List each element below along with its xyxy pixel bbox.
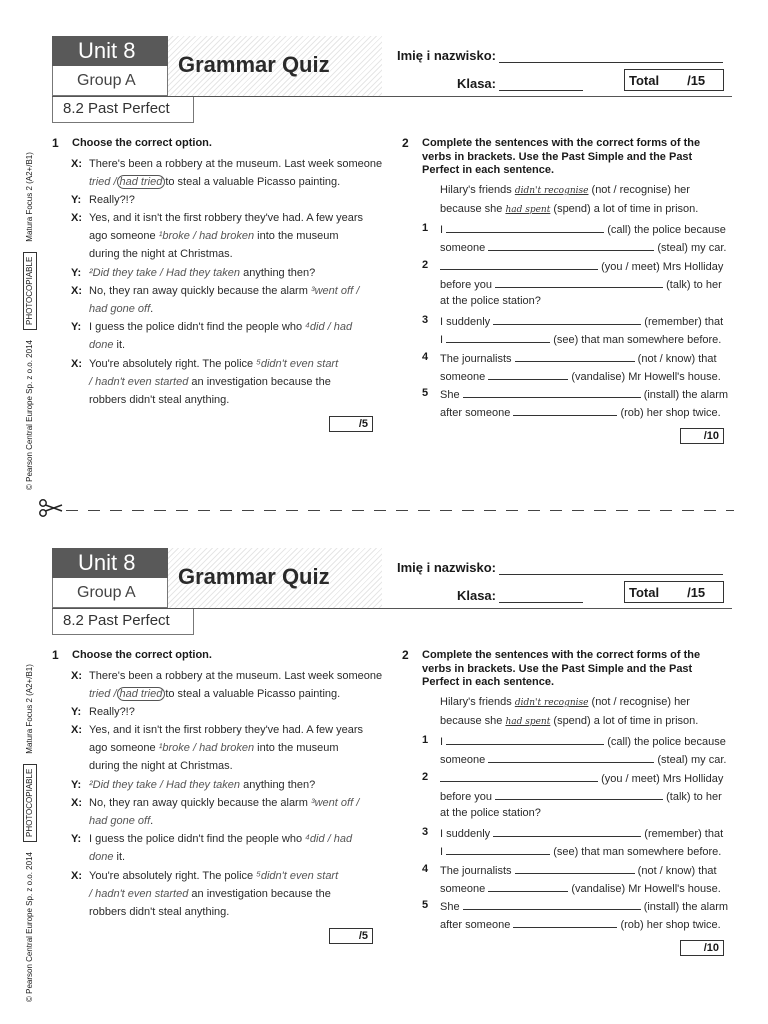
- q1-text: into the museum: [254, 230, 339, 242]
- q2-example-line: [440, 696, 690, 710]
- q2-text: someone: [440, 754, 486, 766]
- q2-text: (remember) that: [644, 828, 724, 840]
- q1-line: [89, 358, 338, 371]
- q2-text: (call) the police because: [607, 224, 726, 236]
- q2-text: (not / know) that: [637, 353, 717, 365]
- answer-blank[interactable]: [440, 771, 598, 782]
- speaker-label: X:: [71, 670, 82, 682]
- class-field[interactable]: [499, 90, 583, 91]
- q1-text: anything then?: [240, 779, 316, 791]
- speaker-label: Y:: [71, 833, 82, 845]
- q1-text: an investigation because the: [188, 376, 331, 388]
- q1-option-5[interactable]: ⁵didn't even start: [256, 358, 339, 370]
- series-text: Matura Focus 2 (A2+/B1): [25, 664, 34, 754]
- q2-text: because she: [440, 203, 506, 215]
- q2-line: [440, 277, 722, 292]
- q1-line: [89, 376, 331, 389]
- answer-blank[interactable]: [515, 863, 635, 874]
- q2-number: 2: [402, 648, 409, 662]
- q2-text: (steal) my car.: [657, 242, 727, 254]
- q1-line: [89, 688, 340, 701]
- q2-example-line: [440, 715, 698, 729]
- topic-box: [52, 97, 194, 123]
- total-box: [624, 69, 724, 91]
- q1-option-3[interactable]: ³went off /: [310, 797, 360, 809]
- group-label: Group A: [52, 66, 168, 96]
- q1-line: [89, 815, 153, 828]
- q1-instruction: Choose the correct option.: [72, 649, 212, 661]
- speaker-label: X:: [71, 358, 82, 370]
- q2-text: I: [440, 334, 444, 346]
- answer-blank[interactable]: [446, 734, 604, 745]
- q2-instruction: Complete the sentences with the correct forms of the verbs in brackets. Use the Past Simple and the Past Perfect in each sentence.: [422, 649, 701, 688]
- q2-line: [440, 863, 717, 878]
- q2-text: (install) the alarm: [643, 901, 729, 913]
- total-label: Total: [629, 584, 660, 600]
- speaker-label: X:: [71, 212, 82, 224]
- publisher-text: © Pearson Central Europe Sp. z o.o. 2014: [25, 852, 34, 1002]
- q2-example-line: [440, 203, 698, 217]
- q2-line: [440, 844, 721, 859]
- q1-text: .: [150, 303, 154, 315]
- unit-label: Unit 8: [52, 548, 168, 578]
- cut-line: [38, 496, 738, 516]
- handwritten-answer: had spent: [505, 205, 551, 215]
- class-field[interactable]: [499, 602, 583, 603]
- q1-text: it.: [113, 339, 126, 351]
- q2-text: (rob) her shop twice.: [620, 407, 721, 419]
- answer-blank[interactable]: [513, 917, 617, 928]
- q2-text: (not / recognise) her: [588, 696, 690, 708]
- unit-label: Unit 8: [52, 36, 168, 66]
- q2-text: (call) the police because: [607, 736, 726, 748]
- q1-text: .: [150, 815, 154, 827]
- q1-option-3b[interactable]: had gone off: [89, 815, 151, 827]
- q2-line: [440, 387, 728, 402]
- speaker-label: Y:: [71, 194, 82, 206]
- item-number: 4: [422, 863, 429, 875]
- item-number: 2: [422, 259, 429, 271]
- topic-box: [52, 609, 194, 635]
- name-label: Imię i nazwisko:: [397, 560, 496, 575]
- name-label: Imię i nazwisko:: [397, 48, 496, 63]
- q1-score-box: /5: [329, 928, 373, 944]
- q2-text: after someone: [440, 407, 511, 419]
- answer-blank[interactable]: [488, 240, 654, 251]
- q1-line: [89, 321, 352, 334]
- q1-line: [89, 851, 125, 864]
- q2-text: (talk) to her: [666, 279, 722, 291]
- q2-text: (see) that man somewhere before.: [553, 846, 722, 858]
- speaker-label: X:: [71, 724, 82, 736]
- name-field[interactable]: [499, 62, 723, 63]
- speaker-label: X:: [71, 158, 82, 170]
- answer-blank[interactable]: [495, 277, 663, 288]
- class-label: Klasa:: [456, 76, 496, 91]
- item-number: 4: [422, 351, 429, 363]
- answer-blank[interactable]: [493, 826, 641, 837]
- quiz-card-top: [0, 36, 768, 496]
- q1-line: [89, 303, 153, 316]
- speaker-label: X:: [71, 285, 82, 297]
- q2-line: [440, 405, 721, 420]
- q1-text: Yes, and it isn't the first robbery they've had. A few years: [89, 212, 364, 224]
- q2-text: I: [440, 224, 444, 236]
- q2-text: The journalists: [440, 865, 512, 877]
- answer-blank[interactable]: [515, 351, 635, 362]
- answer-blank[interactable]: [446, 222, 604, 233]
- q2-score-box: /10: [680, 940, 724, 956]
- q1-option-2[interactable]: ²Did they take / Had they taken: [89, 779, 241, 791]
- q1-line: [89, 285, 359, 298]
- q1-instruction: Choose the correct option.: [72, 137, 212, 149]
- q2-text: (not / know) that: [637, 865, 717, 877]
- total-label: Total: [629, 72, 660, 88]
- speaker-label: X:: [71, 797, 82, 809]
- q1-line: [89, 833, 352, 846]
- q2-line: [440, 789, 722, 804]
- answer-blank[interactable]: [488, 752, 654, 763]
- q1-option-3[interactable]: ³went off /: [310, 285, 360, 297]
- q2-text: I suddenly: [440, 316, 491, 328]
- answer-blank[interactable]: [513, 405, 617, 416]
- q2-line: [440, 826, 723, 841]
- speaker-label: Y:: [71, 779, 82, 791]
- class-label: Klasa:: [456, 588, 496, 603]
- q1-text: into the museum: [254, 742, 339, 754]
- q1-option-4[interactable]: ⁴did / had: [305, 321, 353, 333]
- q1-option: tried /: [89, 176, 117, 188]
- q2-text: (remember) that: [644, 316, 724, 328]
- q2-line: [440, 899, 728, 914]
- q2-line: [440, 314, 723, 329]
- q2-text: someone: [440, 371, 486, 383]
- q2-text: (vandalise) Mr Howell's house.: [571, 371, 721, 383]
- q1-text: to steal a valuable Picasso painting.: [165, 176, 341, 188]
- q1-option-5b[interactable]: / hadn't even started: [89, 888, 189, 900]
- q1-text: Really?!?: [89, 194, 135, 206]
- q1-text: I guess the police didn't find the people who: [89, 833, 306, 845]
- topic-title: 8.2 Past Perfect: [63, 612, 170, 629]
- q2-line: [440, 351, 717, 366]
- q2-line: [440, 752, 726, 767]
- q1-text: No, they ran away quickly because the alarm: [89, 797, 311, 809]
- q1-text: during the night at Christmas.: [89, 248, 233, 260]
- name-field[interactable]: [499, 574, 723, 575]
- answer-blank[interactable]: [463, 387, 641, 398]
- q2-text: someone: [440, 883, 486, 895]
- photocopiable-label: PHOTOCOPIABLE: [23, 764, 37, 842]
- q1-option-5[interactable]: ⁵didn't even start: [256, 870, 339, 882]
- q1-text: an investigation because the: [188, 888, 331, 900]
- speaker-label: Y:: [71, 706, 82, 718]
- q2-text: someone: [440, 242, 486, 254]
- q2-text: The journalists: [440, 353, 512, 365]
- q1-line: [89, 267, 315, 280]
- q1-score-box: /5: [329, 416, 373, 432]
- q1-line: [89, 779, 315, 792]
- q1-text: You're absolutely right. The police: [89, 358, 257, 370]
- handwritten-answer: didn't recognise: [514, 186, 589, 196]
- q1-option: tried /: [89, 688, 117, 700]
- q2-text: I suddenly: [440, 828, 491, 840]
- answer-blank[interactable]: [488, 369, 568, 380]
- q1-text: There's been a robbery at the museum. Last week someone: [89, 670, 383, 682]
- q1-text: You're absolutely right. The police: [89, 870, 257, 882]
- q2-line: [440, 222, 726, 237]
- q1-option-4[interactable]: ⁴did / had: [305, 833, 353, 845]
- answer-blank[interactable]: [495, 789, 663, 800]
- answer-blank[interactable]: [463, 899, 641, 910]
- publisher-text: © Pearson Central Europe Sp. z o.o. 2014: [25, 340, 34, 490]
- item-number: 3: [422, 314, 429, 326]
- q1-text: Yes, and it isn't the first robbery they've had. A few years: [89, 724, 364, 736]
- q1-text: There's been a robbery at the museum. Last week someone: [89, 158, 383, 170]
- q1-text: it.: [113, 851, 126, 863]
- item-number: 1: [422, 222, 429, 234]
- q1-option-3b[interactable]: had gone off: [89, 303, 151, 315]
- q1-line: [89, 176, 340, 189]
- item-number: 2: [422, 771, 429, 783]
- q2-text: She: [440, 389, 460, 401]
- q2-text: She: [440, 901, 460, 913]
- quiz-card-bottom: [0, 548, 768, 1008]
- item-number: 1: [422, 734, 429, 746]
- q2-line: [440, 771, 723, 786]
- q1-option-4b[interactable]: done: [89, 339, 114, 351]
- q2-line: [440, 917, 721, 932]
- q1-circled-answer[interactable]: had tried: [117, 687, 166, 701]
- q1-line: [89, 797, 359, 810]
- q1-line: [89, 230, 338, 243]
- q1-circled-answer[interactable]: had tried: [117, 175, 166, 189]
- group-label: Group A: [52, 578, 168, 608]
- q2-text: (you / meet) Mrs Holliday: [601, 261, 724, 273]
- q2-text: (vandalise) Mr Howell's house.: [571, 883, 721, 895]
- q1-line: [89, 870, 338, 883]
- page-title: Grammar Quiz: [178, 564, 330, 589]
- handwritten-answer: had spent: [505, 717, 551, 727]
- q1-text: ago someone: [89, 230, 159, 242]
- q2-text: (rob) her shop twice.: [620, 919, 721, 931]
- q1-line: [89, 339, 125, 352]
- q1-option-2[interactable]: ²Did they take / Had they taken: [89, 267, 241, 279]
- q2-line: [440, 259, 723, 274]
- speaker-label: X:: [71, 870, 82, 882]
- answer-blank[interactable]: [493, 314, 641, 325]
- q1-option-1[interactable]: ¹broke / had broken: [158, 742, 255, 754]
- q1-text: No, they ran away quickly because the alarm: [89, 285, 311, 297]
- q2-text: after someone: [440, 919, 511, 931]
- q2-text: at the police station?: [440, 295, 541, 307]
- item-number: 5: [422, 899, 429, 911]
- total-score: /15: [687, 72, 706, 88]
- q2-text: because she: [440, 715, 506, 727]
- handwritten-answer: didn't recognise: [514, 698, 589, 708]
- q2-text: at the police station?: [440, 807, 541, 819]
- q2-text: I: [440, 846, 444, 858]
- q1-text: ago someone: [89, 742, 159, 754]
- answer-blank[interactable]: [488, 881, 568, 892]
- scissors-icon: [38, 498, 64, 518]
- total-box: [624, 581, 724, 603]
- q1-option-1[interactable]: ¹broke / had broken: [158, 230, 255, 242]
- q1-option-4b[interactable]: done: [89, 851, 114, 863]
- q2-text: before you: [440, 279, 492, 291]
- speaker-label: Y:: [71, 267, 82, 279]
- q2-text: (spend) a lot of time in prison.: [550, 203, 699, 215]
- q2-text: (spend) a lot of time in prison.: [550, 715, 699, 727]
- q1-number: 1: [52, 136, 59, 150]
- q1-text: to steal a valuable Picasso painting.: [165, 688, 341, 700]
- q1-number: 1: [52, 648, 59, 662]
- q1-line: [89, 742, 338, 755]
- answer-blank[interactable]: [440, 259, 598, 270]
- q2-text: before you: [440, 791, 492, 803]
- q1-text: I guess the police didn't find the people who: [89, 321, 306, 333]
- q1-text: Really?!?: [89, 706, 135, 718]
- answer-blank[interactable]: [446, 332, 550, 343]
- q2-line: [440, 734, 726, 749]
- speaker-label: Y:: [71, 321, 82, 333]
- q1-text: robbers didn't steal anything.: [89, 906, 230, 918]
- q2-instruction: Complete the sentences with the correct forms of the verbs in brackets. Use the Past Simple and the Past Perfect in each sentence.: [422, 137, 701, 176]
- q2-text: (steal) my car.: [657, 754, 727, 766]
- photocopiable-label: PHOTOCOPIABLE: [23, 252, 37, 330]
- q2-score-box: /10: [680, 428, 724, 444]
- q2-text: Hilary's friends: [440, 696, 515, 708]
- item-number: 5: [422, 387, 429, 399]
- topic-title: 8.2 Past Perfect: [63, 100, 170, 117]
- q1-text: during the night at Christmas.: [89, 760, 233, 772]
- q1-line: [89, 888, 331, 901]
- item-number: 3: [422, 826, 429, 838]
- q2-text: (talk) to her: [666, 791, 722, 803]
- q2-number: 2: [402, 136, 409, 150]
- q2-line: [440, 881, 721, 896]
- q2-text: (see) that man somewhere before.: [553, 334, 722, 346]
- q2-line: [440, 240, 726, 255]
- total-score: /15: [687, 584, 706, 600]
- dashed-line: [66, 510, 734, 511]
- answer-blank[interactable]: [446, 844, 550, 855]
- series-text: Matura Focus 2 (A2+/B1): [25, 152, 34, 242]
- q2-text: (install) the alarm: [643, 389, 729, 401]
- q2-text: Hilary's friends: [440, 184, 515, 196]
- page-title: Grammar Quiz: [178, 52, 330, 77]
- q1-text: anything then?: [240, 267, 316, 279]
- q1-text: robbers didn't steal anything.: [89, 394, 230, 406]
- q2-example-line: [440, 184, 690, 198]
- q2-line: [440, 369, 721, 384]
- q2-text: (you / meet) Mrs Holliday: [601, 773, 724, 785]
- q2-line: [440, 332, 721, 347]
- q1-option-5b[interactable]: / hadn't even started: [89, 376, 189, 388]
- q2-text: (not / recognise) her: [588, 184, 690, 196]
- q2-text: I: [440, 736, 444, 748]
